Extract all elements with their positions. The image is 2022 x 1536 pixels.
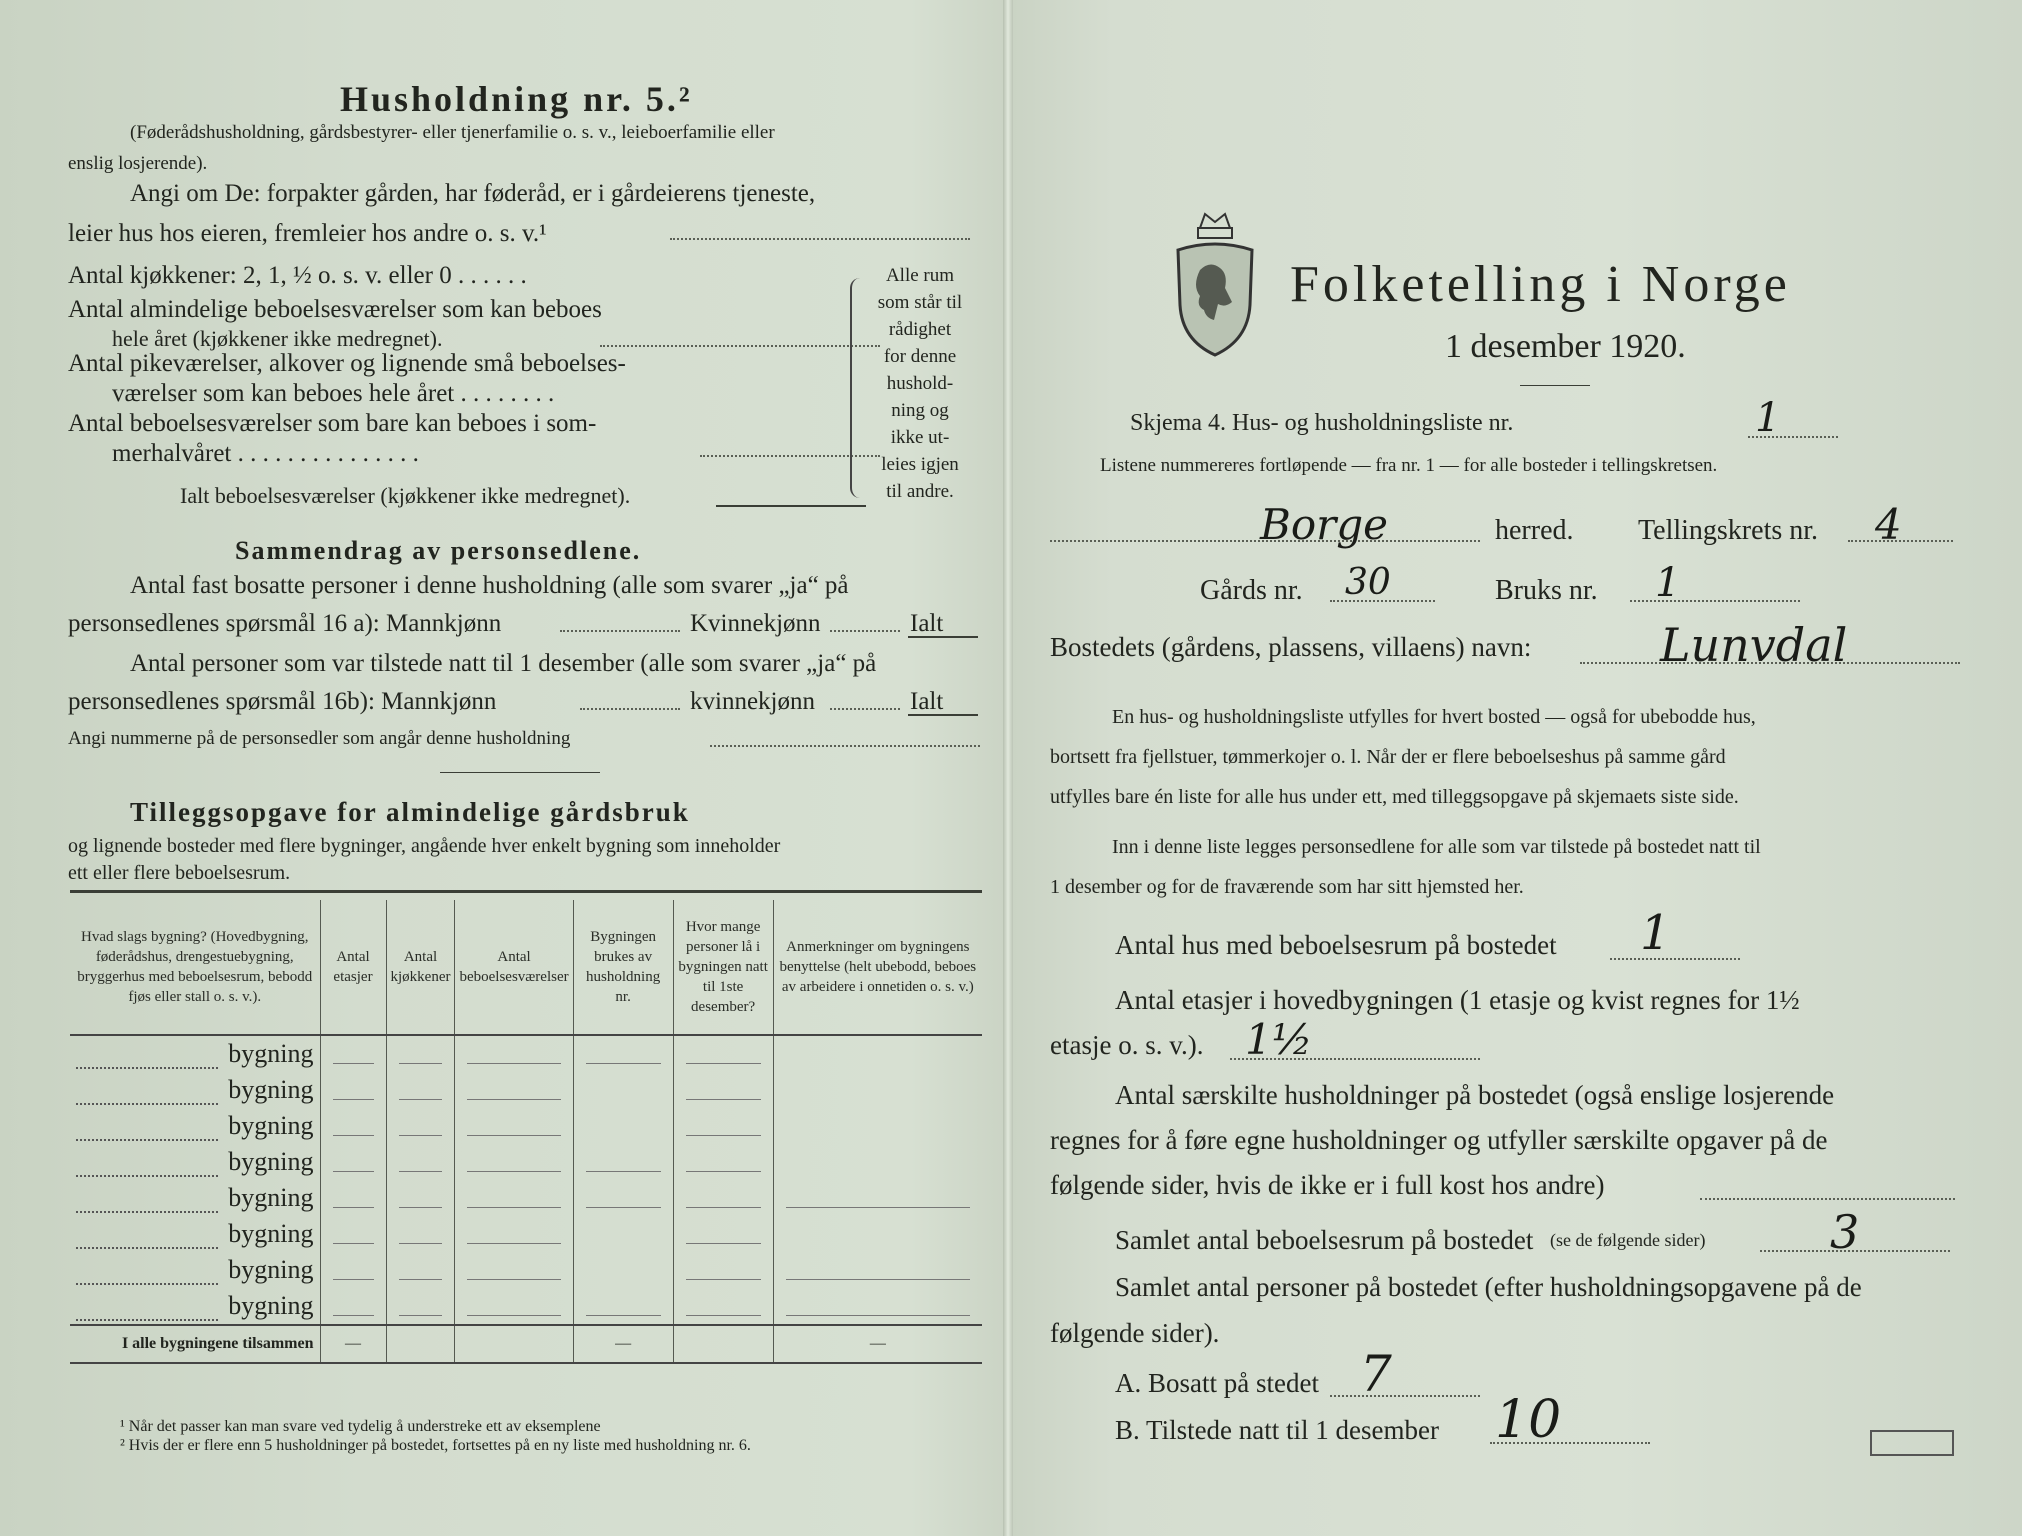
resident-male-line (560, 630, 680, 632)
side-note-line: ikke ut- (890, 427, 950, 448)
summer-rooms-label: Antal beboelsesværelser som bare kan beboes i som- (68, 410, 597, 437)
table-row (70, 1180, 982, 1216)
summary-resident-total: Ialt (910, 610, 944, 637)
side-note-line: for denne (883, 346, 957, 367)
total-rooms-label: Ialt beboelsesværelser (kjøkkener ikke medregnet). (180, 483, 631, 508)
summary-present-total: Ialt (910, 688, 944, 715)
summary-note-numbers: Angi nummerne på de personsedler som angår denne husholdning (68, 728, 571, 749)
supplement-desc-2: ett eller flere beboelsesrum. (68, 862, 291, 884)
resident-a-value: 7 (1360, 1345, 1392, 1403)
section-divider (440, 772, 600, 773)
building-table (70, 900, 982, 1364)
bruks-value: 1 (1655, 560, 1681, 606)
row-label: bygning (228, 1255, 314, 1284)
table-row (70, 1144, 982, 1180)
resident-female-line (830, 630, 900, 632)
resident-total-line (908, 636, 978, 638)
col-remarks: Anmerkninger om bygningens benyttelse (helt ubebodd, beboes av arbeidere i onnetiden o. s. v.) (773, 900, 982, 1035)
bosted-value: Lunvdal (1660, 618, 1848, 672)
households-label-3: følgende sider, hvis de ikke er i full kost hos andre) (1050, 1170, 1605, 1200)
present-total-line (908, 714, 978, 716)
total-floors: — (320, 1325, 386, 1363)
row-label: bygning (228, 1147, 314, 1176)
present-b-value: 10 (1495, 1390, 1562, 1450)
col-household-nr: Bygningen brukes av husholdning nr. (573, 900, 673, 1035)
title-divider (1520, 385, 1590, 386)
ordinary-rooms-label-2: hele året (kjøkkener ikke medregnet). (112, 326, 443, 351)
floors-label-2: etasje o. s. v.). (1050, 1030, 1204, 1060)
kitchens-label: Antal kjøkkener: 2, 1, ½ o. s. v. eller 0 . . . . . . (68, 262, 527, 289)
summary-resident-2: personsedlenes spørsmål 16 a): Mannkjønn (68, 610, 502, 637)
instruction-1: En hus- og husholdningsliste utfylles for hvert bosted — også for ubebodde hus, (1112, 706, 1756, 728)
note-numbers-line (710, 745, 980, 747)
supplement-desc: og lignende bosteder med flere bygninger, angående hver enkelt bygning som inneholder (68, 835, 781, 857)
krets-value: 4 (1875, 500, 1902, 549)
left-page (60, 0, 980, 1536)
col-persons: Hvor mange personer lå i bygningen natt til 1ste desember? (673, 900, 773, 1035)
table-row (70, 1216, 982, 1252)
households-label: Antal særskilte husholdninger på bostedet (også enslige losjerende (1115, 1080, 1835, 1110)
total-label: I alle bygningene tilsammen (70, 1325, 320, 1363)
table-row (70, 1072, 982, 1108)
persons-label: Samlet antal personer på bostedet (efter husholdningsopgavene på de (1115, 1272, 1862, 1302)
total-remarks: — (773, 1325, 982, 1363)
col-rooms: Antal beboelsesværelser (455, 900, 573, 1035)
right-page (1040, 0, 1980, 1536)
row-label: bygning (228, 1111, 314, 1140)
instruction-2: bortsett fra fjellstuer, tømmerkojer o. l. Når der er flere beboelseshus på samme gård (1050, 746, 1726, 768)
table-top-rule (70, 890, 982, 893)
col-floors: Antal etasjer (320, 900, 386, 1035)
summary-present-2: personsedlenes spørsmål 16b): Mannkjønn (68, 688, 497, 715)
table-row (70, 1252, 982, 1288)
building-table-header (70, 900, 982, 1035)
supplement-title: Tilleggsopgave for almindelige gårdsbruk (130, 797, 690, 827)
houses-line (1610, 958, 1740, 960)
rooms-total-value: 3 (1830, 1205, 1860, 1259)
bosted-label: Bostedets (gårdens, plassens, villaens) navn: (1050, 632, 1532, 662)
present-male-line (580, 708, 680, 710)
col-kitchens: Antal kjøkkener (386, 900, 455, 1035)
instruction-5: 1 desember og for de fraværende som har sitt hjemsted her. (1050, 876, 1524, 898)
side-note-line: til andre. (886, 481, 954, 502)
question-tenancy: Angi om De: forpakter gården, har føderåd, er i gårdeierens tjeneste, (130, 180, 816, 207)
row-label: bygning (228, 1219, 314, 1248)
instruction-4: Inn i denne liste legges personsedlene for alle som var tilstede på bostedet natt til (1112, 836, 1761, 858)
houses-label: Antal hus med beboelsesrum på bostedet (1115, 930, 1557, 960)
footnote-1: ¹ Når det passer kan man svare ved tydelig å understreke ett av eksemplene (120, 1418, 601, 1435)
ordinary-rooms-line (600, 345, 880, 347)
side-note-line: hushold- (886, 373, 954, 394)
herred-label: herred. (1495, 515, 1574, 546)
total-rooms-line (716, 505, 866, 507)
printer-stamp-icon (1870, 1430, 1954, 1456)
summary-present: Antal personer som var tilstede natt til 1 desember (alle som svarer „ja“ på (130, 650, 877, 677)
row-label: bygning (228, 1291, 314, 1320)
ordinary-rooms-label: Antal almindelige beboelsesværelser som kan beboes (68, 296, 602, 323)
schema-label: Skjema 4. Hus- og husholdningsliste nr. (1130, 410, 1514, 436)
summary-title: Sammendrag av personsedlene. (235, 536, 642, 565)
household-subtitle: (Føderådshusholdning, gårdsbestyrer- eller tjenerfamilie o. s. v., leieboerfamilie eller (130, 122, 775, 143)
side-note-line: ning og (891, 400, 949, 421)
row-label: bygning (228, 1075, 314, 1104)
resident-a-label: A. Bosatt på stedet (1115, 1368, 1319, 1398)
side-note-line: leies igjen (881, 454, 959, 475)
persons-label-2: følgende sider). (1050, 1318, 1220, 1348)
floors-value: 1½ (1245, 1015, 1313, 1064)
row-label: bygning (228, 1039, 314, 1068)
table-row (70, 1288, 982, 1325)
small-rooms-label: Antal pikeværelser, alkover og lignende små beboelses- (68, 350, 626, 377)
summary-resident: Antal fast bosatte personer i denne husholdning (alle som svarer „ja“ på (130, 572, 849, 599)
instruction-3: utfylles bare én liste for alle hus under ett, med tilleggsopgave på skjemaets siste side. (1050, 786, 1739, 808)
resident-a-line (1330, 1395, 1480, 1397)
gards-value: 30 (1345, 562, 1391, 603)
summary-present-female: kvinnekjønn (690, 688, 815, 715)
census-title: Folketelling i Norge (1290, 256, 1791, 313)
households-label-2: regnes for å føre egne husholdninger og utfyller særskilte opgaver på de (1050, 1125, 1828, 1155)
household-subtitle-2: enslig losjerende). (68, 153, 208, 174)
floors-label: Antal etasjer i hovedbygningen (1 etasje og kvist regnes for 1½ (1115, 985, 1800, 1015)
side-note-brace (850, 278, 864, 498)
question-tenancy-2: leier hus hos eieren, fremleier hos andre o. s. v.¹ (68, 220, 547, 247)
households-line (1700, 1198, 1955, 1200)
schema-value: 1 (1755, 395, 1781, 441)
household-title: Husholdning nr. 5.² (340, 79, 693, 119)
side-note-line: som står til (877, 292, 963, 313)
rooms-total-label: Samlet antal beboelsesrum på bostedet (1115, 1225, 1534, 1255)
herred-value: Borge (1260, 500, 1388, 549)
houses-value: 1 (1640, 905, 1671, 961)
rooms-total-note: (se de følgende sider) (1550, 1230, 1706, 1250)
summary-resident-female: Kvinnekjønn (690, 610, 821, 637)
row-label: bygning (228, 1183, 314, 1212)
page-fold (1003, 0, 1013, 1536)
table-row (70, 1035, 982, 1072)
krets-label: Tellingskrets nr. (1638, 515, 1819, 546)
side-note-line: rådighet (888, 319, 952, 340)
total-household: — (573, 1325, 673, 1363)
side-note (865, 262, 975, 505)
footnote-2: ² Hvis der er flere enn 5 husholdninger på bostedet, fortsettes på en ny liste med husholdning nr. 6. (120, 1437, 751, 1454)
tenancy-answer-line (670, 238, 970, 240)
gards-label: Gårds nr. (1200, 575, 1303, 606)
table-row (70, 1108, 982, 1144)
bruks-label: Bruks nr. (1495, 575, 1598, 606)
table-total-row (70, 1325, 982, 1363)
side-note-line: Alle rum (885, 265, 955, 286)
present-b-label: B. Tilstede natt til 1 desember (1115, 1415, 1439, 1445)
col-building-type: Hvad slags bygning? (Hovedbygning, føderådshus, drengestuebygning, bryggerhus med beboelsesrum, bebodd fjøs eller stall o. s. v.). (70, 900, 320, 1035)
list-note: Listene nummereres fortløpende — fra nr. 1 — for alle bosteder i tellingskretsen. (1100, 455, 1718, 476)
present-female-line (830, 708, 900, 710)
small-rooms-label-2: værelser som kan beboes hele året . . . . . . . . (112, 380, 555, 407)
census-date: 1 desember 1920. (1445, 328, 1686, 365)
summer-rooms-label-2: merhalvåret . . . . . . . . . . . . . . . (112, 440, 419, 467)
